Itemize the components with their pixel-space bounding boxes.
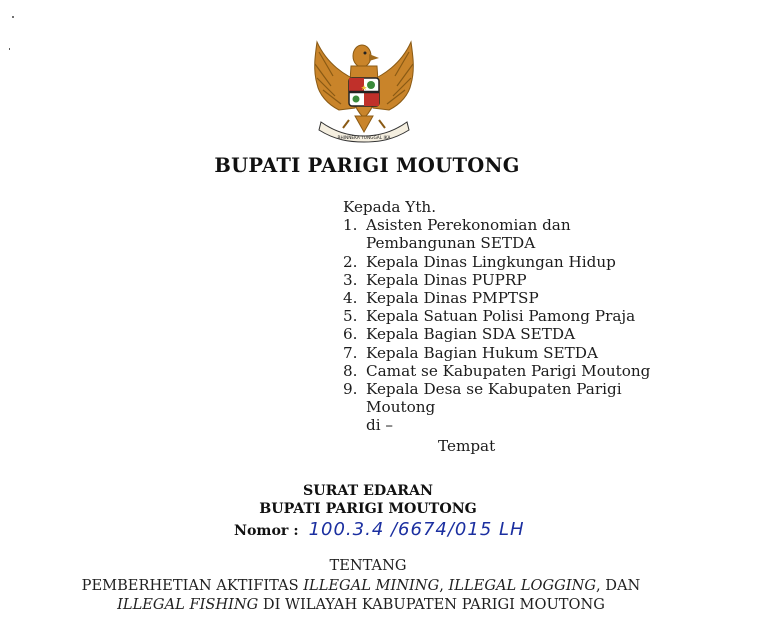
recipient-item xyxy=(343,289,666,307)
greeting: Kepada Yth. xyxy=(343,198,437,216)
tempat-line: Tempat xyxy=(438,436,496,455)
recipient-number: 7. xyxy=(343,343,358,362)
recipient-text: Kepala Dinas PUPRP xyxy=(366,270,527,289)
subject-line-2 xyxy=(0,595,722,614)
recipient-item xyxy=(343,380,666,416)
recipient-number: 3. xyxy=(343,270,358,289)
circular-title: SURAT EDARAN xyxy=(302,483,434,499)
recipient-item xyxy=(343,216,666,252)
subject-text: , DAN xyxy=(596,577,641,594)
recipient-list xyxy=(343,216,666,416)
recipient-number: 4. xyxy=(343,289,358,308)
number-label: Nomor : xyxy=(234,523,299,539)
addressee-block xyxy=(343,198,666,455)
subject-text: DI WILAYAH KABUPATEN PARIGI MOUTONG xyxy=(258,596,605,613)
subject-italic-term: ILLEGAL LOGGING xyxy=(448,577,597,594)
recipient-number: 9. xyxy=(343,380,358,399)
recipient-text: Kepala Desa se Kabupaten Parigi Moutong xyxy=(366,380,622,417)
recipient-text: Kepala Bagian Hukum SETDA xyxy=(366,343,598,362)
circular-subtitle: BUPATI PARIGI MOUTONG xyxy=(259,501,477,517)
recipient-number: 2. xyxy=(343,252,358,271)
recipient-item xyxy=(343,362,666,380)
scan-speck xyxy=(9,48,10,50)
subject-italic-term: ILLEGAL FISHING xyxy=(117,596,259,613)
subject-text: PEMBERHETIAN AKTIFITAS xyxy=(81,577,304,594)
recipient-text: Kepala Bagian SDA SETDA xyxy=(366,325,576,344)
recipient-item xyxy=(343,325,666,343)
recipient-text: Camat se Kabupaten Parigi Moutong xyxy=(366,361,651,380)
recipient-item xyxy=(343,344,666,362)
recipient-number: 5. xyxy=(343,307,358,326)
garuda-pancasila-emblem xyxy=(305,36,423,144)
number-row xyxy=(234,519,525,540)
recipient-text: Kepala Dinas PMPTSP xyxy=(366,289,539,308)
about-label: TENTANG xyxy=(329,557,407,574)
number-value-handwritten: 100.3.4 /6674/015 LH xyxy=(308,519,525,540)
recipient-text: Kepala Satuan Polisi Pamong Praja xyxy=(366,307,636,326)
recipient-number: 1. xyxy=(343,216,358,235)
recipient-item xyxy=(343,307,666,325)
recipient-number: 6. xyxy=(343,325,358,344)
recipient-text: Kepala Dinas Lingkungan Hidup xyxy=(366,252,616,271)
page-title: BUPATI PARIGI MOUTONG xyxy=(214,154,520,177)
recipient-number: 8. xyxy=(343,361,358,380)
recipient-text: Asisten Perekonomian dan Pembangunan SETDA xyxy=(366,216,571,253)
subject-line-1 xyxy=(0,576,722,595)
subject-italic-term: ILLEGAL MINING xyxy=(303,577,440,594)
emblem-motto: BHINNEKA TUNGGAL IKA xyxy=(337,136,391,141)
subject-text: , xyxy=(439,577,449,594)
di-line: di – xyxy=(366,416,394,435)
scan-speck xyxy=(12,16,14,18)
recipient-item xyxy=(343,271,666,289)
recipient-item xyxy=(343,253,666,271)
